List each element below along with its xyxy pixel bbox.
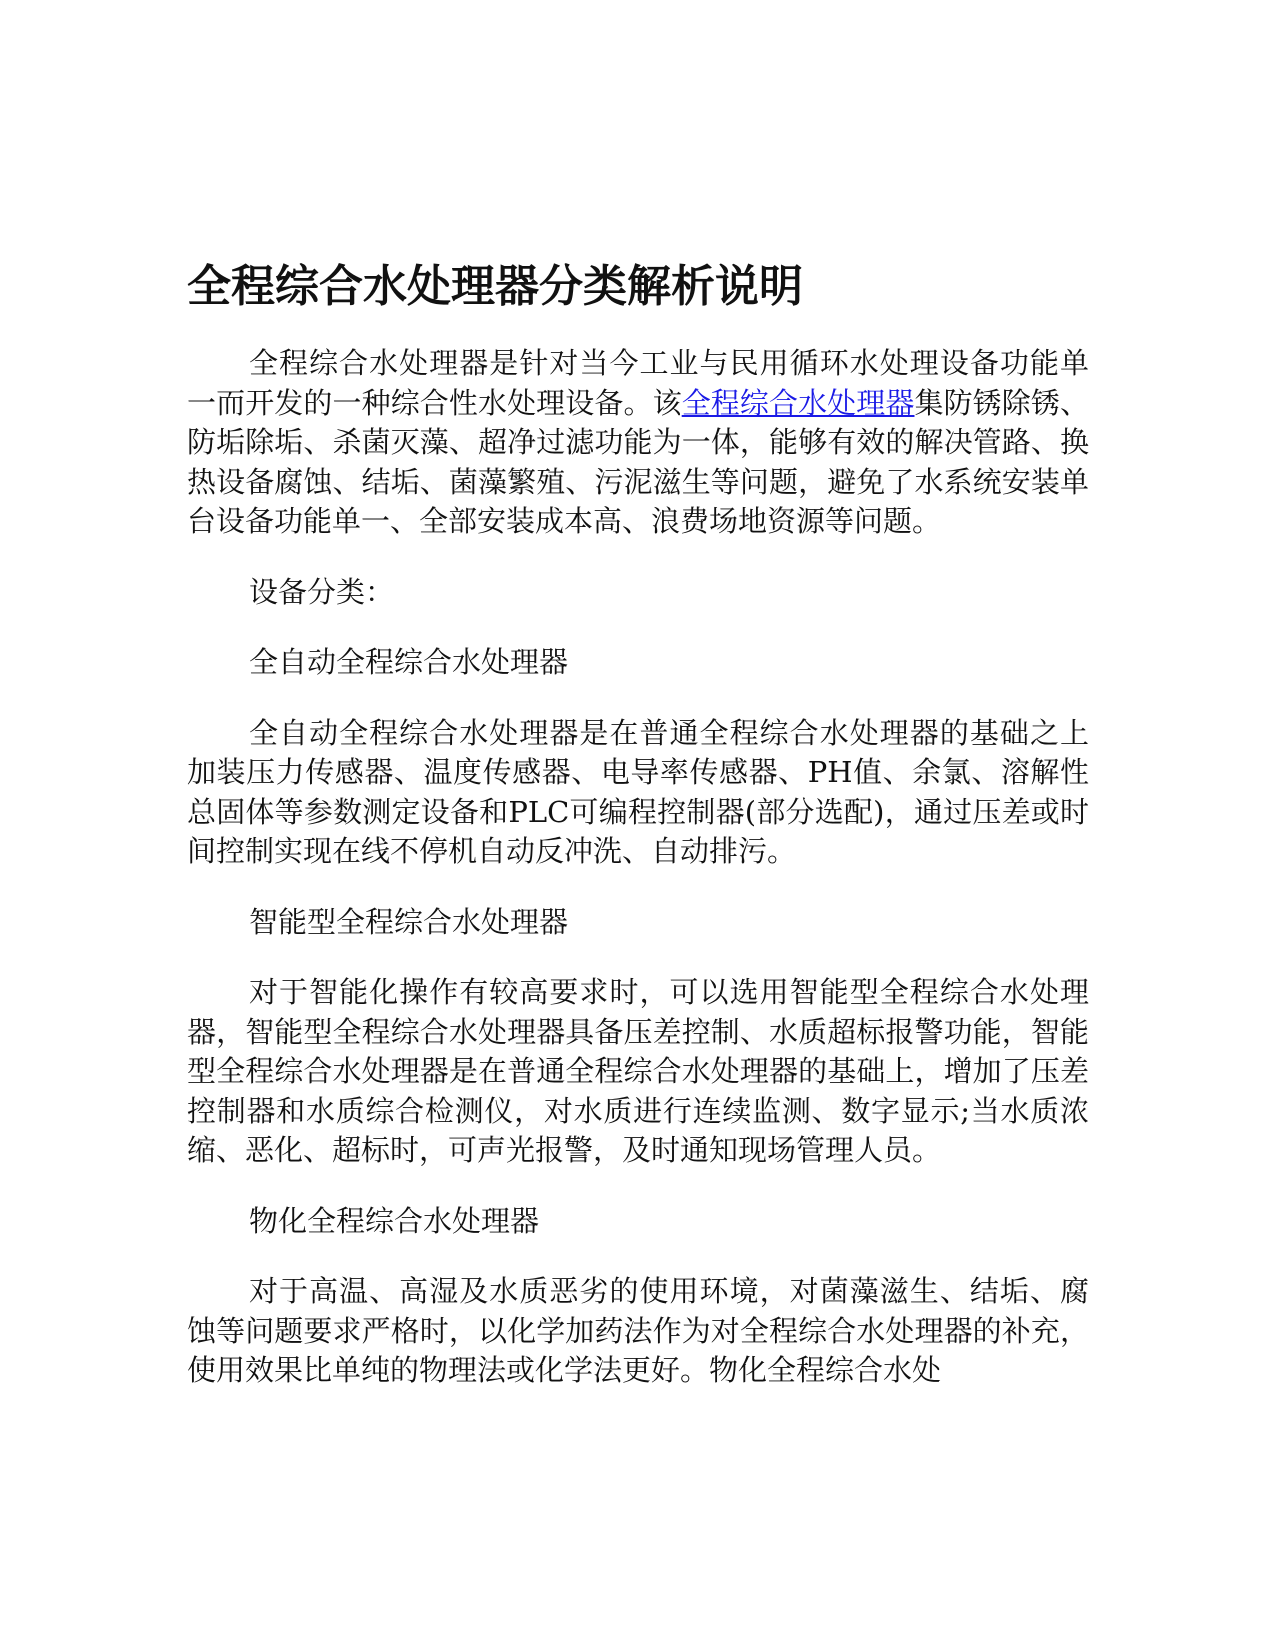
intro-text-before-link: 全程综合水处理器是针对当今工业与民用循环水处理设备功能单一而开发的一种综合性水处理设备。该 [187, 346, 1089, 420]
document-content [187, 258, 1089, 1391]
section-body-physicochemical: 对于高温、高湿及水质恶劣的使用环境，对菌藻滋生、结垢、腐蚀等问题要求严格时，以化学加药法作为对全程综合水处理器的补充，使用效果比单纯的物理法或化学法更好。物化全程综合水处 [187, 1274, 1089, 1387]
intro-paragraph [187, 344, 1089, 542]
product-link[interactable]: 全程综合水处理器 [681, 385, 915, 420]
section-body-automatic: 全自动全程综合水处理器是在普通全程综合水处理器的基础之上加装压力传感器、温度传感器、电导率传感器、PH值、余氯、溶解性总固体等参数测定设备和PLC可编程控制器(部分选配)，通过压差或时间控制实现在线不停机自动反冲洗、自动排污。 [187, 715, 1089, 868]
section-heading-physicochemical: 物化全程综合水处理器 [249, 1203, 540, 1238]
section-heading-automatic: 全自动全程综合水处理器 [249, 645, 569, 679]
section-heading-intelligent: 智能型全程综合水处理器 [249, 904, 569, 939]
classification-label: 设备分类： [249, 574, 395, 609]
intro-text-after-link: 集防锈除锈、防垢除垢、杀菌灭藻、超净过滤功能为一体，能够有效的解决管路、换热设备腐蚀、结垢、菌藻繁殖、污泥滋生等问题，避免了水系统安装单台设备功能单一、全部安装成本高、浪费场地资源等问题。 [187, 385, 1089, 538]
document-title: 全程综合水处理器分类解析说明 [187, 261, 803, 312]
section-body-intelligent: 对于智能化操作有较高要求时，可以选用智能型全程综合水处理器，智能型全程综合水处理器具备压差控制、水质超标报警功能，智能型全程综合水处理器是在普通全程综合水处理器的基础上，增加了压差控制器和水质综合检测仪，对水质进行连续监测、数字显示;当水质浓缩、恶化、超标时，可声光报警，及时通知现场管理人员。 [187, 975, 1089, 1167]
